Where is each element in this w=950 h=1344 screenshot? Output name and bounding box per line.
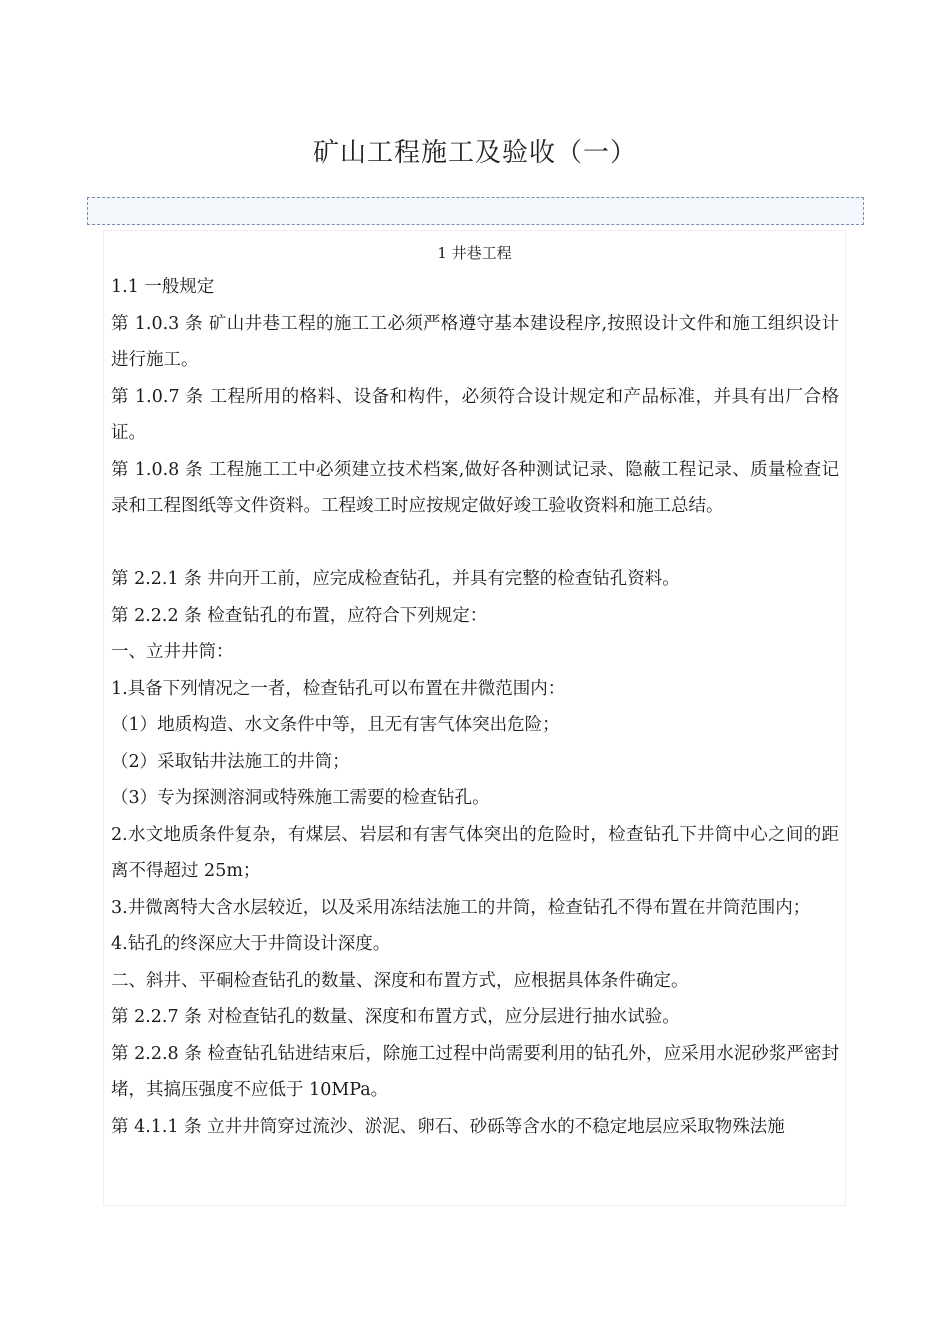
content-box	[103, 230, 846, 1206]
paragraph: （1）地质构造、水文条件中等，且无有害气体突出危险；	[111, 715, 560, 735]
paragraph: 2.水文地质条件复杂，有煤层、岩层和有害气体突出的危险时，检查钻孔下井筒中心之间的距离不得超过 25m；	[111, 824, 839, 881]
paragraph: 第 2.2.2 条 检查钻孔的布置，应符合下列规定：	[111, 605, 488, 626]
paragraph: 第 1.0.8 条 工程施工工中必须建立技术档案,做好各种测试记录、隐蔽工程记录、质量检查记录和工程图纸等文件资料。工程竣工时应按规定做好竣工验收资料和施工总结。	[111, 459, 839, 516]
chapter-heading: 1 井巷工程	[437, 244, 512, 262]
section-heading: 1.1 一般规定	[111, 277, 215, 297]
document-title: 矿山工程施工及验收（一）	[312, 138, 637, 168]
paragraph: （2）采取钻井法施工的井筒；	[111, 751, 350, 772]
paragraph: （3）专为探测溶洞或特殊施工需要的检查钻孔。	[111, 788, 490, 808]
header-band	[87, 197, 864, 225]
paragraph: 第 1.0.7 条 工程所用的格料、设备和构件，必须符合设计规定和产品标准，并具有出厂合格证。	[111, 386, 839, 443]
paragraph: 1.具备下列情况之一者，检查钻孔可以布置在井微范围内：	[111, 678, 566, 699]
paragraph: 第 1.0.3 条 矿山井巷工程的施工工必须严格遵守基本建设程序,按照设计文件和施工组织设计进行施工。	[111, 313, 839, 370]
paragraph: 4.钻孔的终深应大于井筒设计深度。	[111, 934, 391, 954]
paragraph: 第 2.2.8 条 检查钻孔钻进结束后，除施工过程中尚需要利用的钻孔外，应采用水泥砂浆严密封堵，其搞压强度不应低于 10MPa。	[111, 1043, 839, 1100]
paragraph-list	[104, 269, 845, 1145]
paragraph: 一、立井井筒：	[111, 642, 234, 662]
paragraph: 第 4.1.1 条 立井井筒穿过流沙、淤泥、卵石、砂砾等含水的不稳定地层应采取物殊法施	[111, 1116, 785, 1137]
blank-line	[111, 525, 839, 562]
paragraph: 3.井微离特大含水层较近，以及采用冻结法施工的井筒，检查钻孔不得布置在井筒范围内；	[111, 897, 811, 918]
paragraph: 第 2.2.7 条 对检查钻孔的数量、深度和布置方式，应分层进行抽水试验。	[111, 1007, 680, 1027]
paragraph: 第 2.2.1 条 井向开工前，应完成检查钻孔，并具有完整的检查钻孔资料。	[111, 569, 680, 589]
paragraph: 二、斜井、平硐检查钻孔的数量、深度和布置方式，应根据具体条件确定。	[111, 970, 689, 991]
